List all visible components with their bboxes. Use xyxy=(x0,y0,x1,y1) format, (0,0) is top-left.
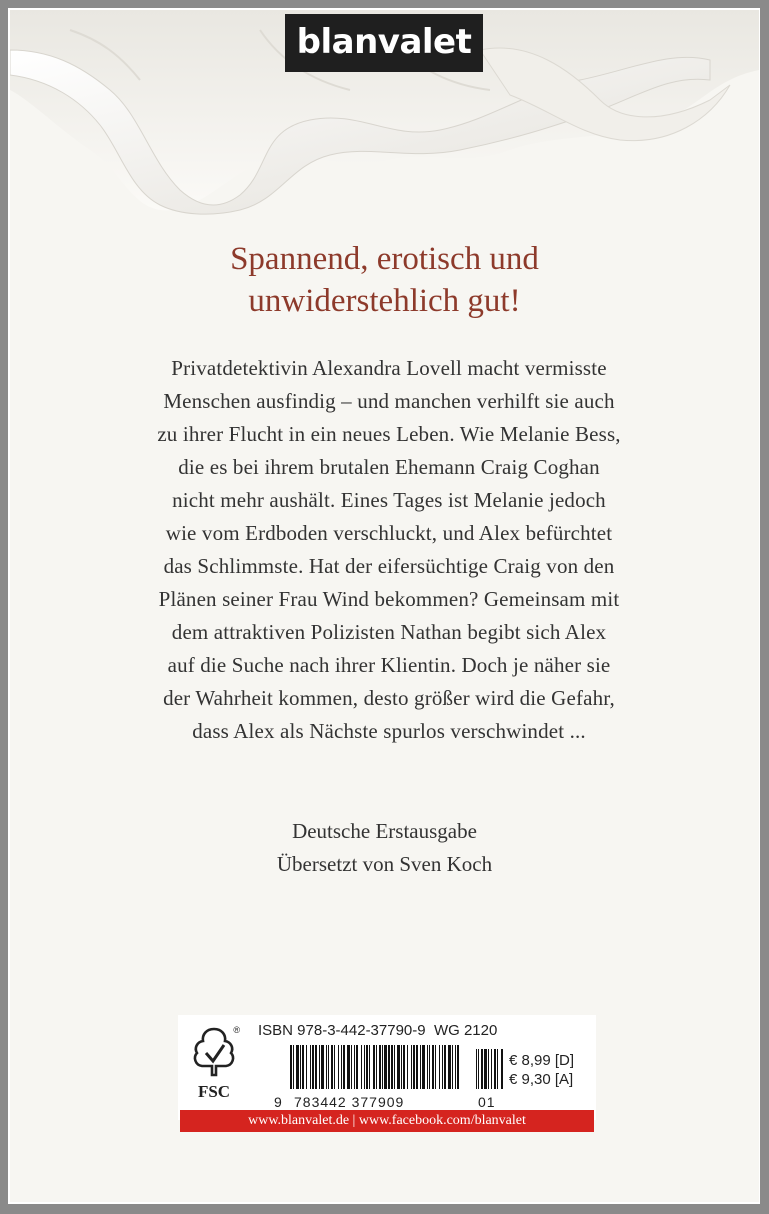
fsc-tree-check-icon xyxy=(186,1023,242,1101)
barcode-bar xyxy=(420,1045,421,1089)
blurb-line: dem attraktiven Polizisten Nathan begibt sich Alex xyxy=(171,620,607,644)
tagline xyxy=(10,238,759,322)
barcode-bar xyxy=(315,1045,317,1089)
wg-code: WG 2120 xyxy=(433,1022,498,1039)
book-back-cover xyxy=(10,10,759,1202)
barcode-bar xyxy=(442,1045,443,1089)
barcode-bar xyxy=(356,1045,358,1089)
barcode-bar xyxy=(364,1045,365,1089)
price-germany: € 8,99 [D] xyxy=(509,1052,575,1069)
barcode-bar xyxy=(326,1045,327,1089)
blurb-line: dass Alex als Nächste spurlos verschwindet ... xyxy=(192,719,586,743)
barcode-bar xyxy=(413,1045,415,1089)
publisher-logo: blanvalet xyxy=(285,14,483,72)
barcode-bar xyxy=(328,1045,329,1089)
barcode-bar xyxy=(351,1045,352,1089)
barcode-bar xyxy=(439,1045,440,1089)
website-links-bar xyxy=(180,1110,594,1132)
barcode-addon-bar xyxy=(478,1049,479,1089)
barcode-bar xyxy=(394,1045,395,1089)
blurb-line: wie vom Erdboden verschluckt, und Alex befürchtet xyxy=(165,521,613,545)
blurb-line: Plänen seiner Frau Wind bekommen? Gemeinsam mit xyxy=(158,587,620,611)
barcode-bar xyxy=(452,1045,453,1089)
fsc-label: FSC xyxy=(197,1082,231,1101)
isbn-number: ISBN 978-3-442-37790-9 xyxy=(258,1022,426,1039)
barcode-addon-bar xyxy=(491,1049,492,1089)
isbn-box xyxy=(178,1015,596,1120)
barcode-bar xyxy=(416,1045,418,1089)
barcode-bar xyxy=(373,1045,375,1089)
barcode-addon-bar xyxy=(501,1049,503,1089)
barcode-addon-bar xyxy=(488,1049,489,1089)
registered-mark: ® xyxy=(233,1025,240,1035)
barcode-bar xyxy=(376,1045,377,1089)
barcode-addon-bar xyxy=(494,1049,496,1089)
barcode-bar xyxy=(366,1045,368,1089)
barcode-bar xyxy=(455,1045,456,1089)
blurb-text xyxy=(94,352,684,748)
barcode-bar xyxy=(347,1045,350,1089)
blurb-line: das Schlimmste. Hat der eifersüchtige Craig von den xyxy=(163,554,615,578)
barcode-bar xyxy=(397,1045,400,1089)
price-austria: € 9,30 [A] xyxy=(509,1071,574,1088)
barcode-bar xyxy=(338,1045,339,1089)
barcode-bar xyxy=(341,1045,342,1089)
barcode-bar xyxy=(457,1045,459,1089)
barcode-bar xyxy=(384,1045,387,1089)
barcode-bar xyxy=(300,1045,301,1089)
barcode-bar xyxy=(290,1045,292,1089)
blurb-line: auf die Suche nach ihrer Klientin. Doch je näher sie xyxy=(167,653,611,677)
edition-label: Deutsche Erstausgabe xyxy=(292,819,477,843)
price-list xyxy=(509,1051,574,1089)
barcode-bar xyxy=(310,1045,311,1089)
tagline-line: Spannend, erotisch und xyxy=(230,241,539,277)
barcode-bar xyxy=(319,1045,320,1089)
barcode-bar xyxy=(411,1045,412,1089)
barcode-bar xyxy=(331,1045,333,1089)
barcode-first-digit: 9 xyxy=(274,1094,283,1110)
barcode-bar xyxy=(321,1045,324,1089)
barcode-bar xyxy=(312,1045,314,1089)
barcode-bar xyxy=(296,1045,299,1089)
barcode-bar xyxy=(391,1045,393,1089)
barcode-bar xyxy=(444,1045,446,1089)
barcode-bar xyxy=(407,1045,408,1089)
barcode-bar xyxy=(388,1045,390,1089)
isbn-line xyxy=(258,1022,497,1039)
barcode-bar xyxy=(427,1045,428,1089)
barcode-bar xyxy=(401,1045,402,1089)
barcode-bar xyxy=(354,1045,355,1089)
blurb-line: der Wahrheit kommen, desto größer wird die Gefahr, xyxy=(163,686,615,710)
barcode-addon-digits: 01 xyxy=(478,1094,496,1110)
barcode-addon-bar xyxy=(497,1049,498,1089)
barcode-bar xyxy=(403,1045,405,1089)
barcode-bar xyxy=(379,1045,381,1089)
barcode-image xyxy=(290,1045,505,1095)
barcode-bar xyxy=(432,1045,434,1089)
barcode-bar xyxy=(369,1045,370,1089)
barcode-bar xyxy=(382,1045,383,1089)
translator-credit: Übersetzt von Sven Koch xyxy=(276,852,493,876)
barcode-bar xyxy=(306,1045,307,1089)
barcode-addon-bar xyxy=(476,1049,477,1089)
blurb-line: Privatdetektivin Alexandra Lovell macht vermisste xyxy=(171,356,607,380)
barcode-bar xyxy=(435,1045,436,1089)
barcode-bar xyxy=(343,1045,345,1089)
blurb-line: zu ihrer Flucht in ein neues Leben. Wie Melanie Bess, xyxy=(157,422,621,446)
barcode-bar xyxy=(361,1045,362,1089)
barcode-bar xyxy=(293,1045,294,1089)
blurb-line: nicht mehr aushält. Eines Tages ist Melanie jedoch xyxy=(172,488,606,512)
barcode-bar xyxy=(302,1045,304,1089)
barcode-bar xyxy=(334,1045,335,1089)
blurb-line: die es bei ihrem brutalen Ehemann Craig Coghan xyxy=(178,455,600,479)
website-links: www.blanvalet.de | www.facebook.com/blanvalet xyxy=(248,1113,526,1128)
edition-info xyxy=(10,815,759,881)
barcode-bar xyxy=(448,1045,451,1089)
blurb-line: Menschen ausfindig – und manchen verhilft sie auch xyxy=(163,389,615,413)
barcode-digits: 783442 377909 xyxy=(294,1094,405,1110)
barcode-addon-bar xyxy=(484,1049,487,1089)
tagline-line: unwiderstehlich gut! xyxy=(248,283,521,319)
barcode-bar xyxy=(429,1045,430,1089)
barcode-addon-bar xyxy=(481,1049,483,1089)
barcode-bar xyxy=(422,1045,425,1089)
